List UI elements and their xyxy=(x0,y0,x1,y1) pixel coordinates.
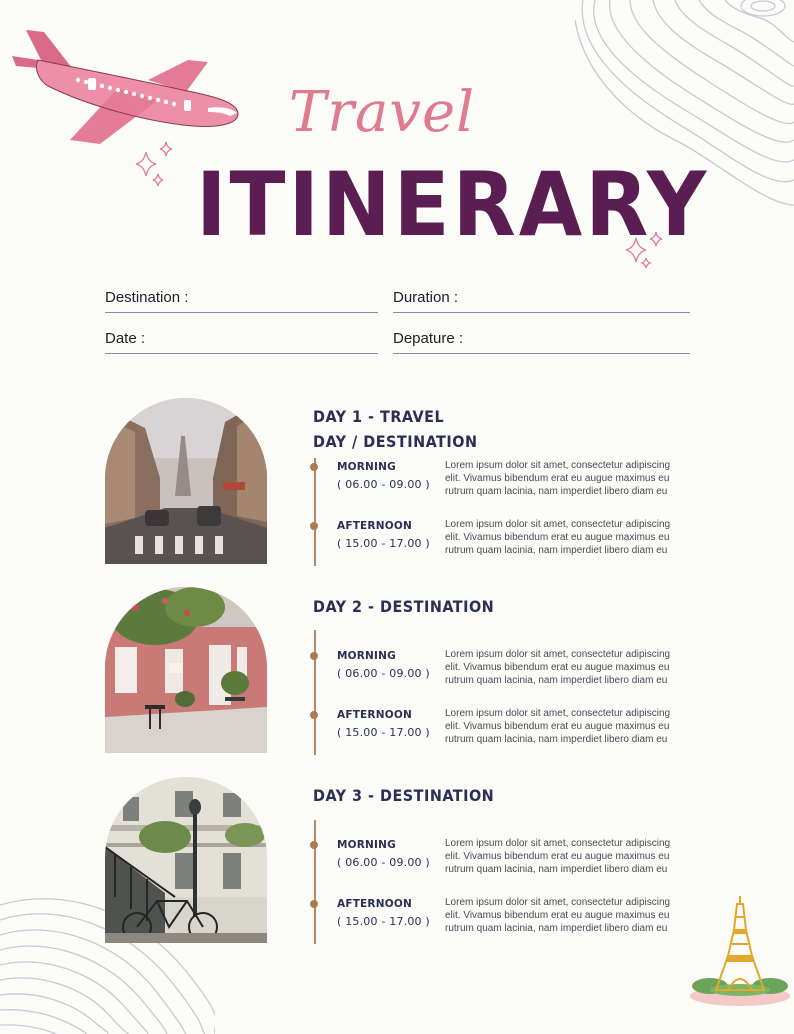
day-2-afternoon-text: Lorem ipsum dolor sit amet, consectetur adipiscing elit. Vivamus bibendum erat eu augue maximus eu rutrum quam lacinia, nam imperdiet libero diam eu xyxy=(445,708,671,745)
timeline-dot xyxy=(310,711,318,719)
day-3-title: DAY 3 - DESTINATION xyxy=(313,786,495,805)
day-1-morning-text: Lorem ipsum dolor sit amet, consectetur adipiscing elit. Vivamus bibendum erat eu augue maximus eu rutrum quam lacinia, nam imperdiet libero diam eu xyxy=(445,460,671,497)
sparkle-icon xyxy=(128,138,180,190)
day-2-morning-label xyxy=(337,648,430,682)
timeline-dot xyxy=(310,841,318,849)
airplane-icon xyxy=(8,16,243,146)
day-3-afternoon-label xyxy=(337,896,430,930)
slot-time: ( 06.00 - 09.00 ) xyxy=(337,856,430,869)
slot-time: ( 15.00 - 17.00 ) xyxy=(337,537,430,550)
day-1-afternoon-text: Lorem ipsum dolor sit amet, consectetur adipiscing elit. Vivamus bibendum erat eu augue maximus eu rutrum quam lacinia, nam imperdiet libero diam eu xyxy=(445,519,671,556)
day-2-morning-text: Lorem ipsum dolor sit amet, consectetur adipiscing elit. Vivamus bibendum erat eu augue maximus eu rutrum quam lacinia, nam imperdiet libero diam eu xyxy=(445,649,671,686)
day-2-timeline xyxy=(314,630,316,755)
slot-name: MORNING xyxy=(337,839,396,851)
day-2-afternoon-label xyxy=(337,707,430,741)
departure-label: Depature : xyxy=(393,330,464,347)
slot-name: AFTERNOON xyxy=(337,898,412,910)
departure-field[interactable] xyxy=(393,328,690,354)
timeline-dot xyxy=(310,652,318,660)
duration-label: Duration : xyxy=(393,289,459,306)
timeline-dot xyxy=(310,522,318,530)
paris-street-photo xyxy=(105,398,267,564)
day-3-afternoon-text: Lorem ipsum dolor sit amet, consectetur adipiscing elit. Vivamus bibendum erat eu augue maximus eu rutrum quam lacinia, nam imperdiet libero diam eu xyxy=(445,897,671,934)
title-script: Travel xyxy=(288,80,476,145)
page-title: ITINERARY xyxy=(196,154,710,257)
building-bicycle-photo xyxy=(105,777,267,943)
timeline-dot xyxy=(310,900,318,908)
slot-time: ( 06.00 - 09.00 ) xyxy=(337,478,430,491)
slot-name: AFTERNOON xyxy=(337,709,412,721)
slot-time: ( 15.00 - 17.00 ) xyxy=(337,726,430,739)
day-1-afternoon-label xyxy=(337,518,430,552)
day-3-morning-text: Lorem ipsum dolor sit amet, consectetur adipiscing elit. Vivamus bibendum erat eu augue maximus eu rutrum quam lacinia, nam imperdiet libero diam eu xyxy=(445,838,671,875)
slot-name: MORNING xyxy=(337,461,396,473)
slot-time: ( 06.00 - 09.00 ) xyxy=(337,667,430,680)
day-3-morning-label xyxy=(337,837,430,871)
day-2-title: DAY 2 - DESTINATION xyxy=(313,597,495,616)
destination-label: Destination : xyxy=(105,289,189,306)
timeline-dot xyxy=(310,463,318,471)
date-label: Date : xyxy=(105,330,146,347)
day-1-morning-label xyxy=(337,459,430,493)
destination-field[interactable] xyxy=(105,287,378,313)
duration-field[interactable] xyxy=(393,287,690,313)
eiffel-tower-icon xyxy=(688,890,792,1010)
day-3-timeline xyxy=(314,820,316,944)
day-1-timeline xyxy=(314,458,316,566)
slot-name: AFTERNOON xyxy=(337,520,412,532)
slot-time: ( 15.00 - 17.00 ) xyxy=(337,915,430,928)
date-field[interactable] xyxy=(105,328,378,354)
slot-name: MORNING xyxy=(337,650,396,662)
day-1-title: DAY 1 - TRAVEL DAY / DESTINATION xyxy=(313,407,478,451)
pink-cafe-photo xyxy=(105,587,267,753)
